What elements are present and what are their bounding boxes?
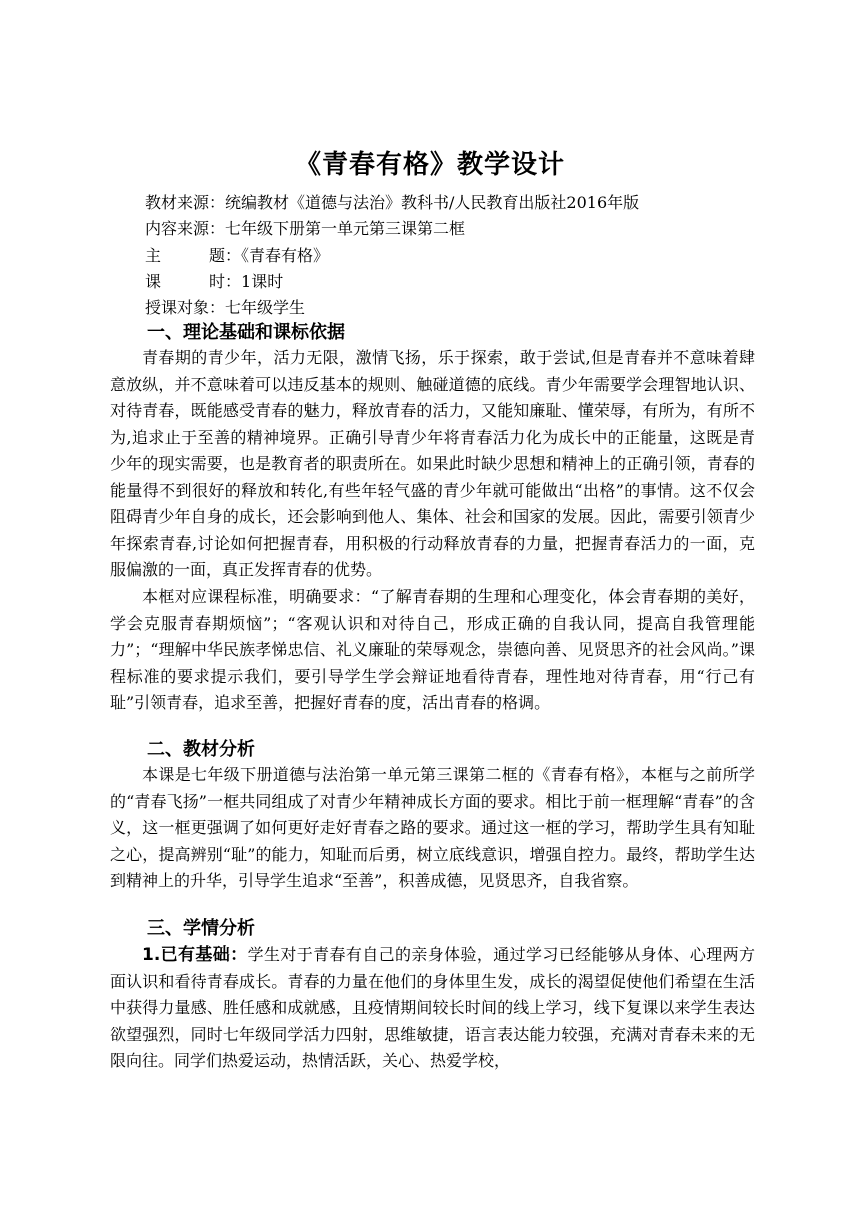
meta-audience (145, 298, 305, 318)
page-title: 《青春有格》教学设计 (294, 150, 565, 180)
meta-content-label: 内容来源： (145, 219, 226, 238)
meta-source-value: 统编教材《道德与法治》教科书/人民教育出版社2016年版 (225, 193, 640, 212)
meta-hours (145, 272, 283, 292)
lead-existing-basis: 1.已有基础： (142, 945, 248, 965)
paragraph-theory-2: 本框对应课程标准，明确要求：“了解青春期的生理和心理变化，体会青春期的美好，学会克服青春期烦恼”；“客观认识和对待自己，形成正确的自我认同，提高自我管理能力”；“理解中华民族孝悌忠信、礼义廉耻的荣辱观念，崇德向善、见贤思齐的社会风尚。”课程标准的要求提示我们，要引导学生学会辩证地看待青春，理性地对待青春，用“行己有耻”引领青春，追求至善，把握好青春的度，活出青春的格调。 (110, 587, 755, 712)
paragraph-textbook: 本课是七年级下册道德与法治第一单元第三课第二框的《青春有格》，本框与之前所学的“青春飞扬”一框共同组成了对青少年精神成长方面的要求。相比于前一框理解“青春”的含义，这一框更强调了如何更好走好青春之路的要求。通过这一框的学习，帮助学生具有知耻之心，提高辨别“耻”的能力，知耻而后勇，树立底线意识，增强自控力。最终，帮助学生达到精神上的升华，引导学生追求“至善”，积善成德，见贤思齐，自我省察。 (110, 765, 755, 890)
meta-topic-label-a: 主 (145, 246, 162, 265)
meta-content (145, 219, 465, 239)
paragraph-theory-1: 青春期的青少年，活力无限，激情飞扬，乐于探索，敢于尝试,但是青春并不意味着肆意放纵，并不意味着可以违反基本的规则、触碰道德的底线。青少年需要学会理智地认识、对待青春，既能感受青春的魅力，释放青春的活力，又能知廉耻、懂荣辱，有所为，有所不为,追求止于至善的精神境界。正确引导青少年将青春活力化为成长中的正能量，这既是青少年的现实需要，也是教育者的职责所在。如果此时缺少思想和精神上的正确引领，青春的能量得不到很好的释放和转化,有些年轻气盛的青少年就可能做出“出格”的事情。这不仅会阻碍青少年自身的成长，还会影响到他人、集体、社会和国家的发展。因此，需要引领青少年探索青春,讨论如何把握青春，用积极的行动释放青春的力量，把握青春活力的一面，克服偏激的一面，真正发挥青春的优势。 (110, 348, 755, 579)
meta-hours-label-a: 课 (145, 272, 162, 291)
meta-source-label: 教材来源： (145, 193, 226, 212)
meta-audience-value: 七年级学生 (225, 298, 306, 317)
meta-source (145, 193, 639, 213)
section-heading-students: 三、学情分析 (147, 918, 255, 939)
section-heading-theory: 一、理论基础和课标依据 (147, 322, 345, 343)
meta-hours-value: 1课时 (241, 272, 284, 291)
paragraph-students-text: 学生对于青春有自己的亲身体验，通过学习已经能够从身体、心理两方面认识和看待青春成长。青春的力量在他们的身体里生发，成长的渴望促使他们希望在生活中获得力量感、胜任感和成就感，且疫情期间较长时间的线上学习，线下复课以来学生表达欲望强烈，同时七年级同学活力四射，思维敏捷，语言表达能力较强，充满对青春未来的无限向往。同学们热爱运动，热情活跃，关心、热爱学校， (110, 945, 755, 1070)
meta-topic-label-b: 题： (209, 246, 242, 265)
meta-topic (145, 246, 329, 266)
section-heading-textbook: 二、教材分析 (147, 739, 255, 760)
meta-hours-label-b: 时： (209, 272, 242, 291)
meta-audience-label: 授课对象： (145, 298, 226, 317)
meta-content-value: 七年级下册第一单元第三课第二框 (225, 219, 466, 238)
paragraph-students (110, 942, 755, 1075)
meta-topic-value: 《青春有格》 (241, 246, 330, 265)
